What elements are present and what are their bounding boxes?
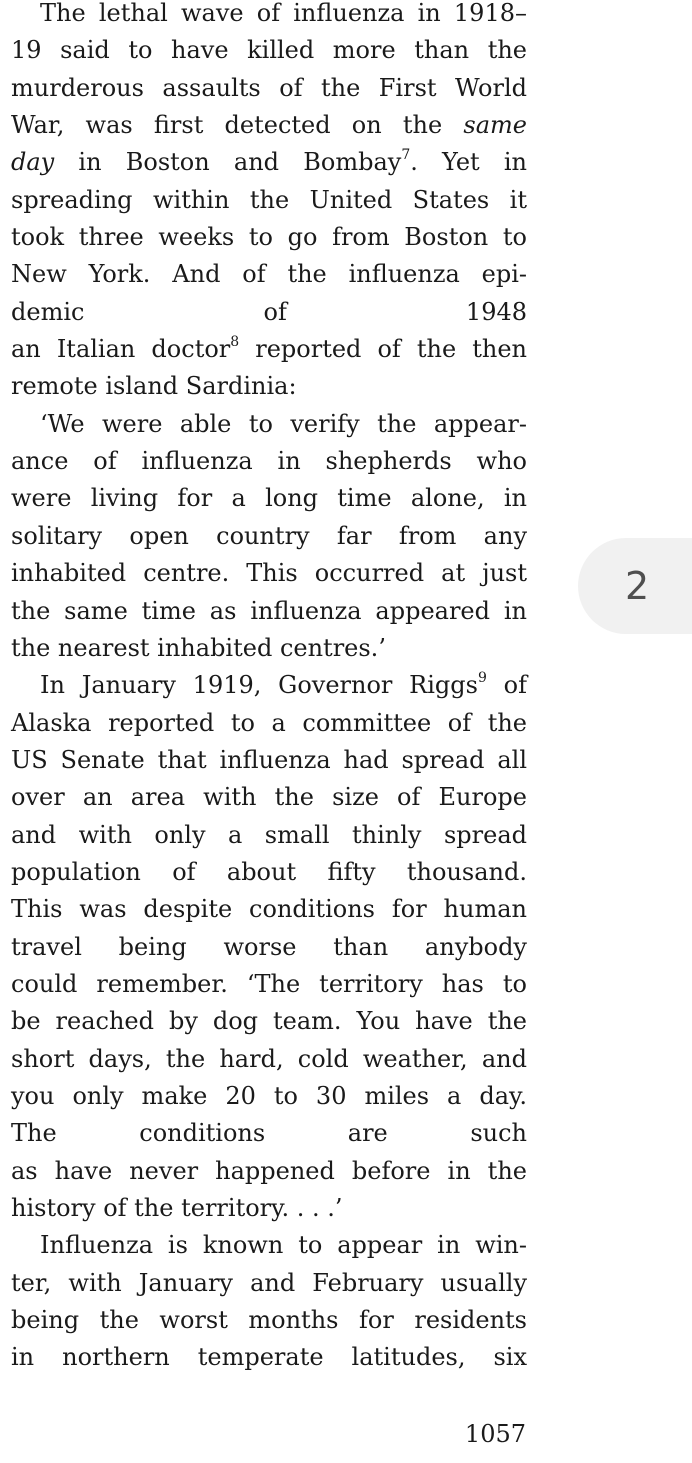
page-number: 1057 bbox=[464, 1420, 526, 1448]
text-line bbox=[11, 1339, 527, 1376]
text-segment: being the worst months for residents bbox=[11, 1306, 527, 1335]
text-line bbox=[11, 331, 527, 368]
text-line bbox=[11, 32, 527, 69]
text-segment: This was despite conditions for human bbox=[11, 895, 527, 924]
text-line bbox=[11, 817, 527, 854]
text-segment: ‘We were able to verify the appear- bbox=[40, 409, 527, 438]
page-indicator-tab[interactable] bbox=[578, 538, 692, 634]
text-segment: The lethal wave of influenza in 1918– bbox=[40, 0, 527, 27]
text-line bbox=[11, 966, 527, 1003]
text-segment: same bbox=[463, 111, 527, 140]
text-line bbox=[11, 256, 527, 293]
text-segment: ance of influenza in shepherds who bbox=[11, 447, 527, 476]
text-line bbox=[11, 630, 527, 667]
text-line bbox=[11, 107, 527, 144]
text-line bbox=[11, 518, 527, 555]
text-segment: reported of the then bbox=[239, 335, 527, 364]
text-segment: The conditions are such bbox=[11, 1119, 527, 1148]
text-line bbox=[11, 219, 527, 256]
text-line bbox=[11, 891, 527, 928]
text-line bbox=[11, 443, 527, 480]
text-segment: of bbox=[486, 671, 527, 700]
text-segment: ter, with January and February usually bbox=[11, 1268, 527, 1297]
text-segment: remote island Sardinia: bbox=[11, 372, 297, 401]
text-segment: were living for a long time alone, in bbox=[11, 484, 527, 513]
page-indicator-label: 2 bbox=[625, 564, 650, 608]
text-line bbox=[11, 705, 527, 742]
text-segment: population of about fifty thousand. bbox=[11, 857, 527, 886]
text-line bbox=[11, 779, 527, 816]
text-line bbox=[11, 667, 527, 704]
text-segment: demic of 1948 bbox=[11, 297, 527, 326]
text-line bbox=[11, 0, 527, 32]
text-segment: the same time as influenza appeared in bbox=[11, 596, 527, 625]
text-line bbox=[11, 182, 527, 219]
text-segment: inhabited centre. This occurred at just bbox=[11, 559, 527, 588]
text-line bbox=[11, 1227, 527, 1264]
text-line bbox=[11, 1265, 527, 1302]
text-segment: Alaska reported to a committee of the bbox=[11, 708, 527, 737]
text-line bbox=[11, 406, 527, 443]
text-line bbox=[11, 1153, 527, 1190]
text-segment: solitary open country far from any bbox=[11, 521, 527, 550]
text-line bbox=[11, 1078, 527, 1115]
text-line bbox=[11, 1302, 527, 1339]
footnote-ref[interactable]: 7 bbox=[401, 147, 411, 164]
text-segment: took three weeks to go from Boston to bbox=[11, 223, 527, 252]
text-segment: War, was first detected on the bbox=[11, 111, 464, 140]
text-segment: be reached by dog team. You have the bbox=[11, 1007, 527, 1036]
text-segment: In January 1919, Governor Riggs bbox=[40, 671, 478, 700]
text-segment: US Senate that influenza had spread all bbox=[11, 745, 527, 774]
text-line bbox=[11, 555, 527, 592]
body-text bbox=[11, 0, 527, 1377]
text-segment: over an area with the size of Europe bbox=[11, 783, 527, 812]
text-segment: you only make 20 to 30 miles a day. bbox=[11, 1081, 527, 1110]
text-segment: an Italian doctor bbox=[11, 335, 231, 364]
text-segment: could remember. ‘The territory has to bbox=[11, 969, 527, 998]
text-line bbox=[11, 593, 527, 630]
text-segment: as have never happened before in the bbox=[11, 1156, 527, 1185]
text-segment: travel being worse than anybody bbox=[11, 932, 527, 961]
text-line bbox=[11, 294, 527, 331]
text-segment: 19 said to have killed more than the bbox=[11, 36, 527, 65]
text-segment: . Yet in bbox=[410, 148, 527, 177]
text-segment: day bbox=[11, 148, 55, 177]
text-segment: New York. And of the influenza epi- bbox=[11, 260, 527, 289]
text-line bbox=[11, 368, 527, 405]
text-segment: spreading within the United States it bbox=[11, 185, 527, 214]
text-segment: murderous assaults of the First World bbox=[11, 73, 527, 102]
text-line bbox=[11, 1115, 527, 1152]
text-line bbox=[11, 854, 527, 891]
text-segment: and with only a small thinly spread bbox=[11, 820, 527, 849]
text-segment: history of the territory. . . .’ bbox=[11, 1194, 343, 1222]
text-line bbox=[11, 929, 527, 966]
footnote-ref[interactable]: 9 bbox=[477, 670, 487, 687]
text-segment: in Boston and Bombay bbox=[54, 148, 402, 177]
text-line bbox=[11, 1190, 527, 1227]
text-segment: in northern temperate latitudes, six bbox=[11, 1343, 527, 1372]
footnote-ref[interactable]: 8 bbox=[230, 334, 240, 351]
text-line bbox=[11, 480, 527, 517]
text-line bbox=[11, 144, 527, 181]
text-segment: short days, the hard, cold weather, and bbox=[11, 1044, 527, 1073]
text-line bbox=[11, 1003, 527, 1040]
text-line bbox=[11, 742, 527, 779]
text-line bbox=[11, 70, 527, 107]
text-line bbox=[11, 1041, 527, 1078]
text-segment: the nearest inhabited centres.’ bbox=[11, 633, 386, 662]
text-segment: Influenza is known to appear in win- bbox=[40, 1231, 527, 1260]
